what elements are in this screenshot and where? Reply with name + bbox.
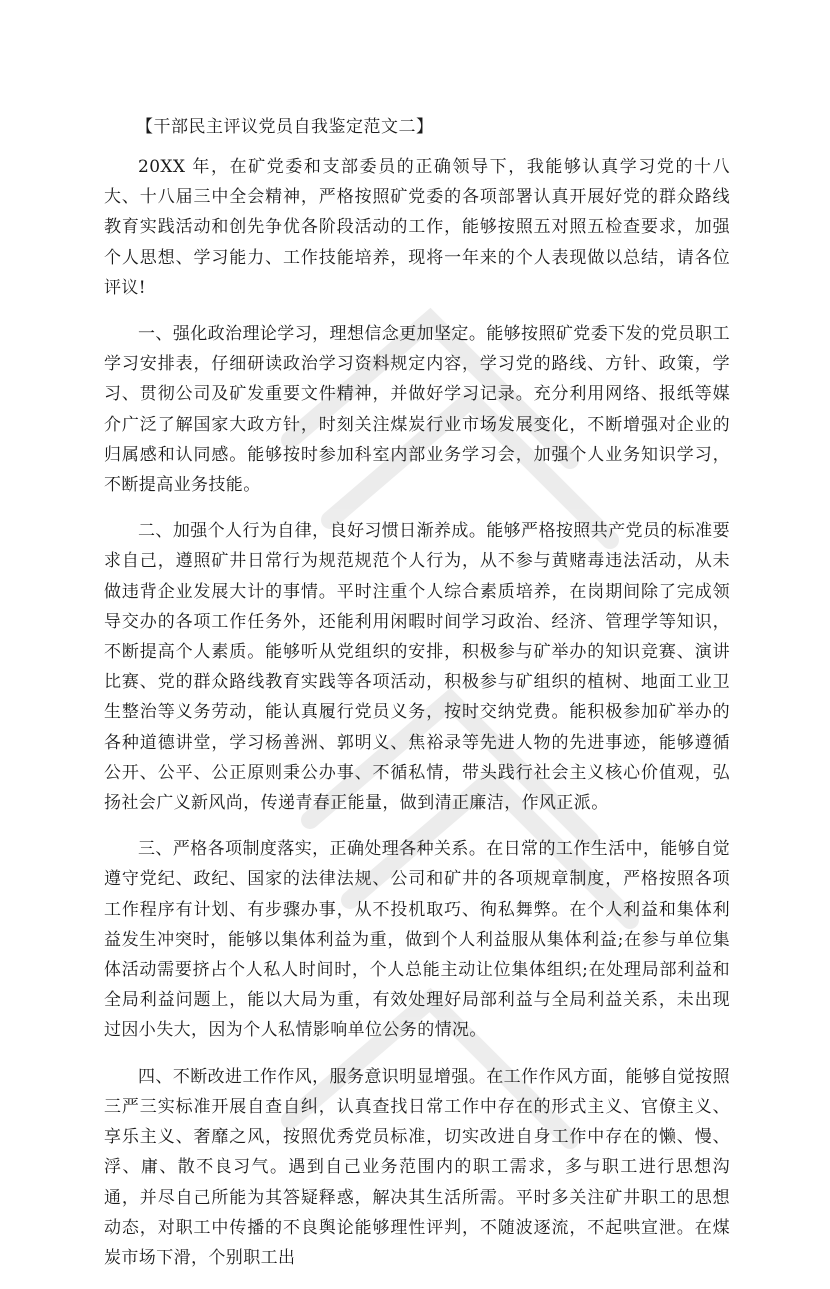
paragraph-section-2: 二、加强个人行为自律，良好习惯日渐养成。能够严格按照共产党员的标准要求自己，遵照矿井日常行为规范规范个人行为，从不参与黄赌毒违法活动，从未做违背企业发展大计的事情。平时注重个人综合素质培养，在岗期间除了完成领导交办的各项工作任务外，还能利用闲暇时间学习政治、经济、管理学等知识，不断提高个人素质。能够听从党组织的安排，积极参与矿举办的知识竞赛、演讲比赛、党的群众路线教育实践等各项活动，积极参与矿组织的植树、地面工业卫生整治等义务劳动，能认真履行党员义务，按时交纳党费。能积极参加矿举办的各种道德讲堂，学习杨善洲、郭明义、焦裕录等先进人物的先进事迹，能够遵循公开、公平、公正原则秉公办事、不循私情，带头践行社会主义核心价值观，弘扬社会广义新风尚，传递青春正能量，做到清正廉洁，作风正派。 xyxy=(104,521,730,814)
paragraph-intro: 20XX 年，在矿党委和支部委员的正确领导下，我能够认真学习党的十八大、十八届三中全会精神，严格按照矿党委的各项部署认真开展好党的群众路线教育实践活动和创先争优各阶段活动的工作，能够按照五对照五检查要求，加强个人思想、学习能力、工作技能培养，现将一年来的个人表现做以总结，请各位评议! xyxy=(104,157,730,298)
paragraph-section-1: 一、强化政治理论学习，理想信念更加坚定。能够按照矿党委下发的党员职工学习安排表，仔细研读政治学习资料规定内容，学习党的路线、方针、政策，学习、贯彻公司及矿发重要文件精神，并做好学习记录。充分利用网络、报纸等媒介广泛了解国家大政方针，时刻关注煤炭行业市场发展变化，不断增强对企业的归属感和认同感。能够按时参加科室内部业务学习会，加强个人业务知识学习，不断提高业务技能。 xyxy=(104,324,730,496)
document-heading: 【干部民主评议党员自我鉴定范文二】 xyxy=(136,117,434,137)
paragraph-section-3: 三、严格各项制度落实，正确处理各种关系。在日常的工作生活中，能够自觉遵守党纪、政纪、国家的法律法规、公司和矿井的各项规章制度，严格按照各项工作程序有计划、有步骤办事，从不投机取巧、徇私舞弊。在个人利益和集体利益发生冲突时，能够以集体利益为重，做到个人利益服从集体利益;在参与单位集体活动需要挤占个人私人时间时，个人总能主动让位集体组织;在处理局部利益和全局利益问题上，能以大局为重，有效处理好局部利益与全局利益关系，未出现过因小失大，因为个人私情影响单位公务的情况。 xyxy=(104,839,730,1041)
paragraph-section-4: 四、不断改进工作作风，服务意识明显增强。在工作作风方面，能够自觉按照三严三实标准开展自查自纠，认真查找日常工作中存在的形式主义、官僚主义、享乐主义、奢靡之风，按照优秀党员标准，切实改进自身工作中存在的懒、慢、浮、庸、散不良习气。遇到自己业务范围内的职工需求，多与职工进行思想沟通，并尽自己所能为其答疑释惑，解决其生活所需。平时多关注矿井职工的思想动态，对职工中传播的不良舆论能够理性评判，不随波逐流，不起哄宣泄。在煤炭市场下滑，个别职工出 xyxy=(104,1066,730,1268)
document-body xyxy=(104,112,730,1289)
